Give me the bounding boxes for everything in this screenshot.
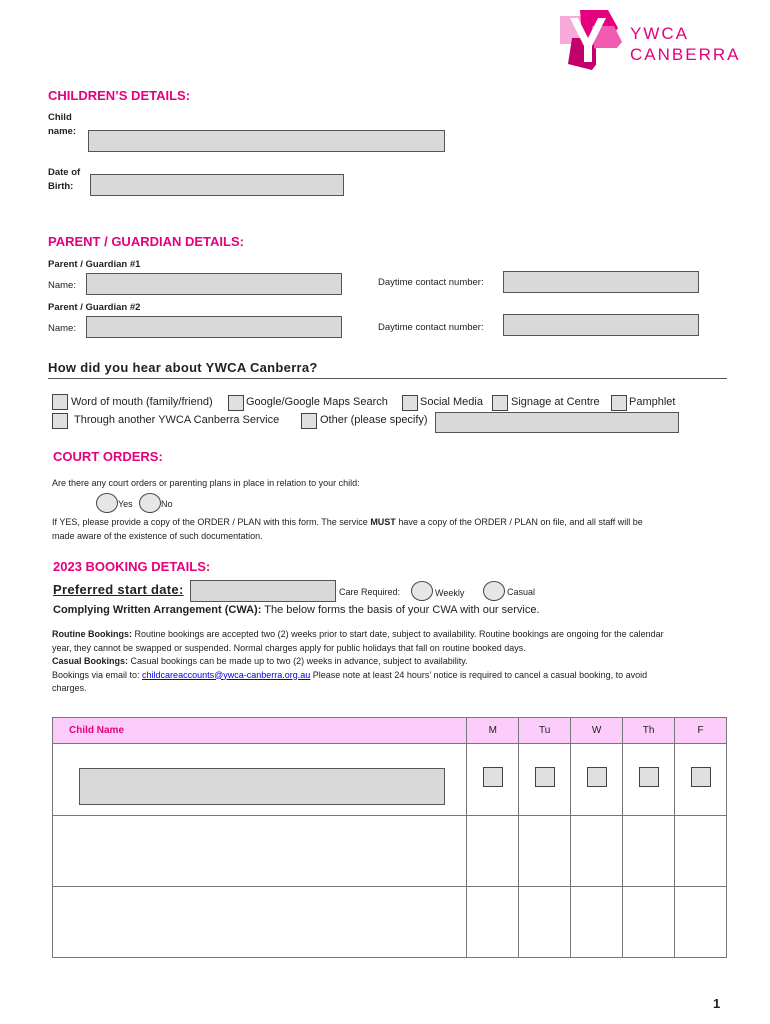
dob-label-2: Birth: bbox=[48, 181, 74, 192]
court-note-line2: made aware of the existence of such documentation. bbox=[52, 530, 263, 541]
court-note-must: MUST bbox=[370, 517, 396, 527]
signage-checkbox[interactable] bbox=[492, 395, 508, 411]
routine-bold: Routine Bookings: bbox=[52, 629, 132, 639]
cwa-bold: Complying Written Arrangement (CWA): bbox=[53, 604, 262, 616]
day-header-f: F bbox=[675, 718, 727, 744]
casual-radio[interactable] bbox=[483, 581, 505, 601]
word-of-mouth-label: Word of mouth (family/friend) bbox=[71, 396, 213, 408]
logo-text-canberra: CANBERRA bbox=[630, 45, 741, 64]
childrens-details-heading: CHILDREN’S DETAILS: bbox=[48, 88, 191, 103]
google-checkbox[interactable] bbox=[228, 395, 244, 411]
parent-details-heading: PARENT / GUARDIAN DETAILS: bbox=[48, 234, 244, 249]
court-question: Are there any court orders or parenting plans in place in relation to your child: bbox=[52, 478, 360, 488]
casual-text: Casual bookings can be made up to two (2) weeks in advance, subject to availability. bbox=[128, 656, 468, 666]
booking-terms bbox=[52, 628, 752, 696]
cwa-rest: The below forms the basis of your CWA with our service. bbox=[261, 604, 540, 616]
pamphlet-label: Pamphlet bbox=[629, 396, 676, 408]
day-m-checkbox[interactable] bbox=[483, 767, 503, 787]
parent-1-contact-label: Daytime contact number: bbox=[378, 277, 484, 288]
social-media-label: Social Media bbox=[420, 396, 483, 408]
day-f-checkbox[interactable] bbox=[691, 767, 711, 787]
parent-2-contact-label: Daytime contact number: bbox=[378, 322, 484, 333]
page-number: 1 bbox=[713, 996, 721, 1011]
court-note-pre: If YES, please provide a copy of the ORDER / PLAN with this form. The service bbox=[52, 517, 371, 527]
parent-1-contact-input[interactable] bbox=[503, 271, 699, 293]
other-checkbox[interactable] bbox=[301, 413, 317, 429]
court-no-label: No bbox=[161, 499, 173, 509]
court-no-radio[interactable] bbox=[139, 493, 161, 513]
routine-line2: year, they cannot be swapped or suspended. Normal charges apply for public holidays that fall on routine booked days. bbox=[52, 642, 526, 653]
cwa-line bbox=[53, 604, 540, 616]
day-cell-w bbox=[571, 744, 623, 816]
day-tu-checkbox[interactable] bbox=[535, 767, 555, 787]
child-name-label-1: Child bbox=[48, 112, 72, 123]
care-required-label: Care Required: bbox=[339, 587, 401, 597]
day-cell-f bbox=[675, 744, 727, 816]
child-name-label-2: name: bbox=[48, 126, 76, 137]
parent-1-title: Parent / Guardian #1 bbox=[48, 259, 141, 270]
day-w-checkbox[interactable] bbox=[587, 767, 607, 787]
table-child-name-input[interactable] bbox=[79, 768, 445, 805]
preferred-start-input[interactable] bbox=[190, 580, 336, 602]
social-media-checkbox[interactable] bbox=[402, 395, 418, 411]
day-header-w: W bbox=[571, 718, 623, 744]
day-cell-tu bbox=[519, 744, 571, 816]
booking-details-heading: 2023 BOOKING DETAILS: bbox=[53, 559, 211, 574]
child-name-col-header: Child Name bbox=[53, 718, 467, 744]
email-pre: Bookings via email to: bbox=[52, 669, 143, 680]
parent-2-contact-input[interactable] bbox=[503, 314, 699, 336]
day-cell-th bbox=[623, 744, 675, 816]
day-header-th: Th bbox=[623, 718, 675, 744]
other-label: Other (please specify) bbox=[320, 414, 428, 426]
court-note-post: have a copy of the ORDER / PLAN on file, and all staff will be bbox=[395, 517, 643, 527]
pamphlet-checkbox[interactable] bbox=[611, 395, 627, 411]
routine-text: Routine bookings are accepted two (2) weeks prior to start date, subject to availability. Routine bookings are ongoing for the calendar bbox=[132, 629, 664, 639]
table-row bbox=[53, 887, 727, 958]
ywca-service-checkbox[interactable] bbox=[52, 413, 68, 429]
parent-1-name-input[interactable] bbox=[86, 273, 342, 295]
parent-2-title: Parent / Guardian #2 bbox=[48, 302, 141, 313]
table-child-name-cell bbox=[53, 744, 467, 816]
court-yes-radio[interactable] bbox=[96, 493, 118, 513]
hear-underline bbox=[48, 378, 727, 379]
email-post: Please note at least 24 hours’ notice is required to cancel a casual booking, to avoid bbox=[310, 669, 648, 680]
child-name-input[interactable] bbox=[88, 130, 445, 152]
email-link[interactable]: childcareaccounts@ywca-canberra.org.au bbox=[142, 669, 311, 680]
parent-1-name-label: Name: bbox=[48, 280, 76, 291]
day-th-checkbox[interactable] bbox=[639, 767, 659, 787]
booking-table bbox=[52, 717, 727, 958]
day-header-tu: Tu bbox=[519, 718, 571, 744]
day-header-m: M bbox=[467, 718, 519, 744]
court-note bbox=[52, 516, 742, 543]
hear-question: How did you hear about YWCA Canberra? bbox=[48, 360, 318, 375]
dob-label-1: Date of bbox=[48, 167, 81, 178]
table-row bbox=[53, 816, 727, 887]
table-header-row bbox=[53, 718, 727, 744]
signage-label: Signage at Centre bbox=[511, 396, 600, 408]
word-of-mouth-checkbox[interactable] bbox=[52, 394, 68, 410]
weekly-radio[interactable] bbox=[411, 581, 433, 601]
casual-bold: Casual Bookings: bbox=[52, 656, 129, 666]
parent-2-name-input[interactable] bbox=[86, 316, 342, 338]
parent-2-name-label: Name: bbox=[48, 323, 76, 334]
ywca-logo bbox=[552, 8, 624, 72]
casual-label: Casual bbox=[507, 587, 536, 597]
date-of-birth-input[interactable] bbox=[90, 174, 344, 196]
ywca-service-label: Through another YWCA Canberra Service bbox=[74, 414, 280, 426]
ywca-logo-icon bbox=[552, 8, 624, 72]
table-row bbox=[53, 744, 727, 816]
preferred-start-label: Preferred start date: bbox=[53, 582, 184, 597]
day-cell-m bbox=[467, 744, 519, 816]
logo-text-ywca: YWCA bbox=[630, 24, 689, 43]
court-orders-heading: COURT ORDERS: bbox=[53, 449, 163, 464]
court-yes-label: Yes bbox=[118, 499, 133, 509]
google-label: Google/Google Maps Search bbox=[246, 396, 388, 408]
email-line2: charges. bbox=[52, 683, 87, 693]
weekly-label: Weekly bbox=[435, 588, 465, 598]
other-specify-input[interactable] bbox=[435, 412, 679, 433]
